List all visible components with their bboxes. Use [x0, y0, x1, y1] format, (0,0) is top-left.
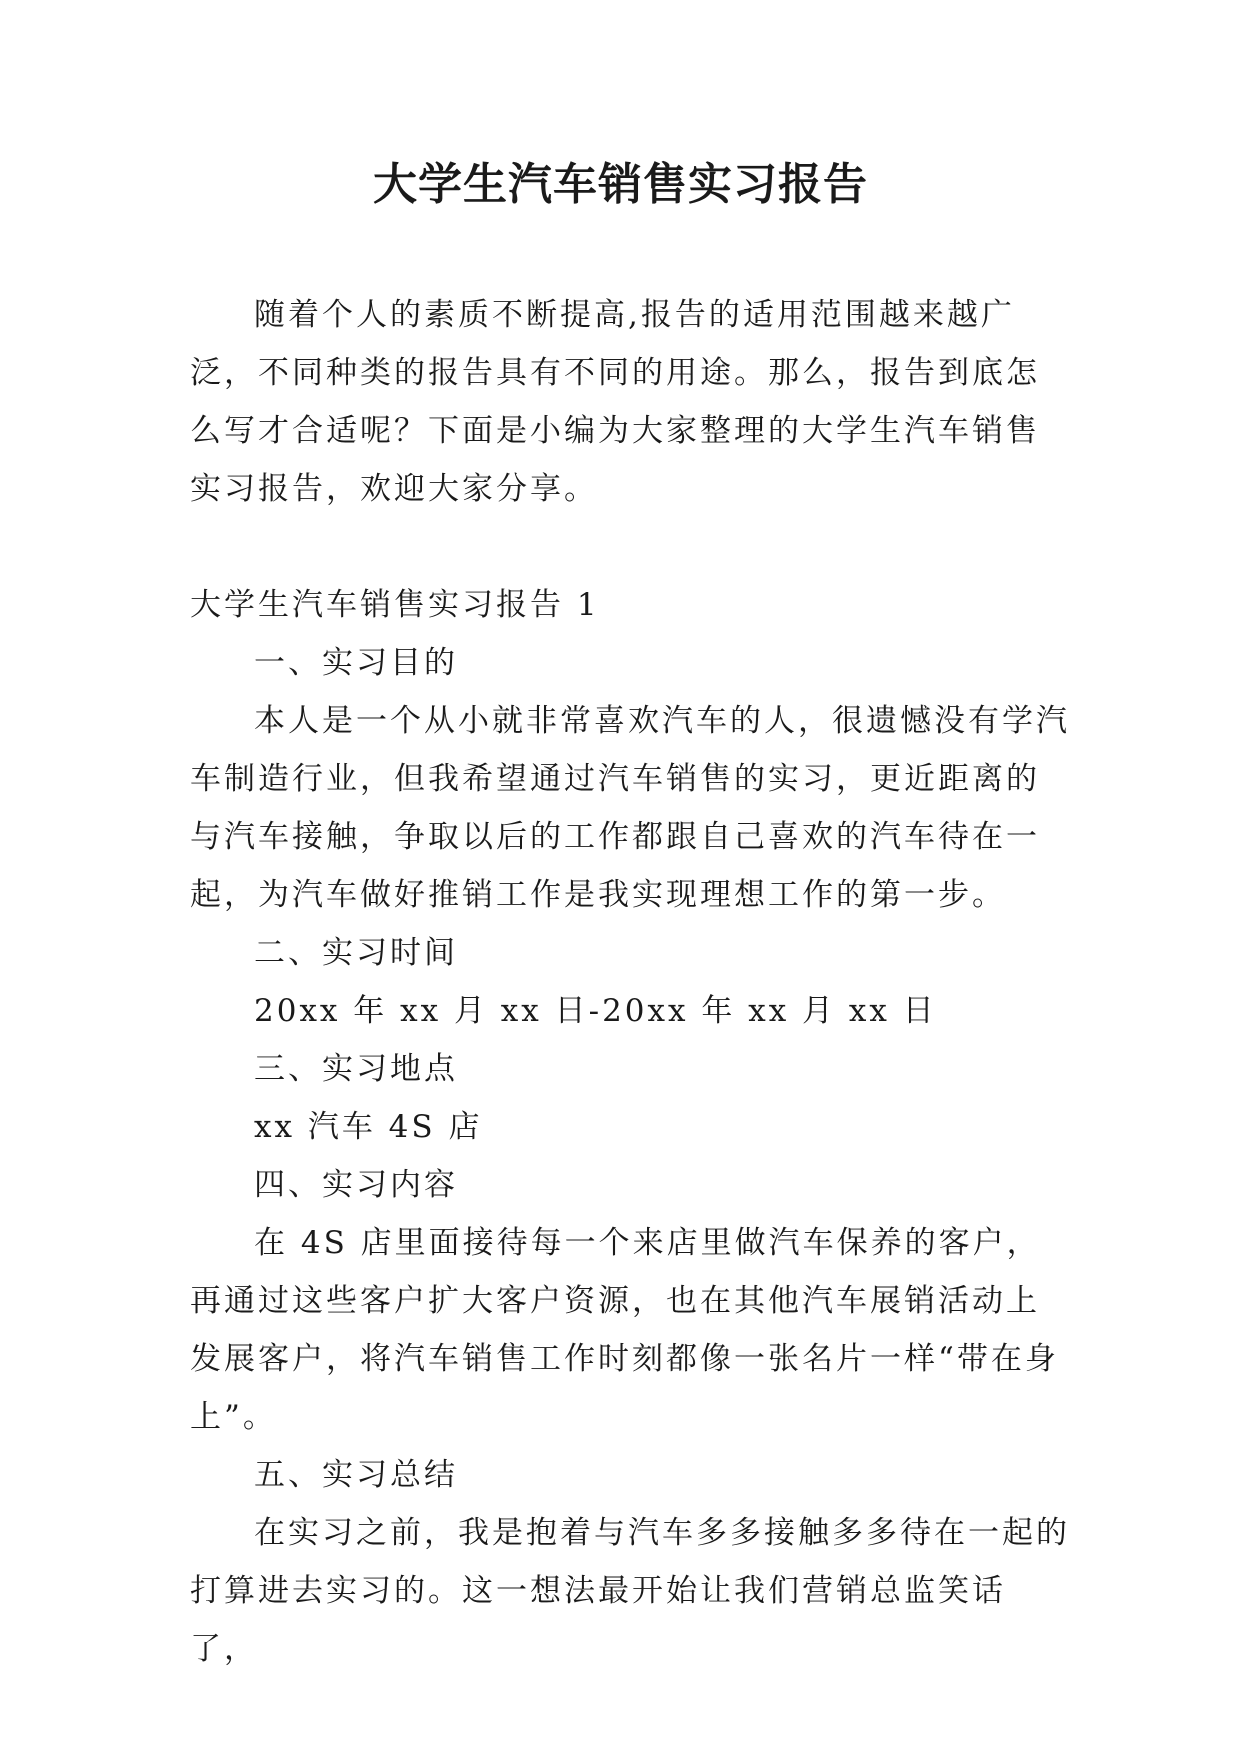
heading-summary: 五、实习总结	[254, 1457, 458, 1493]
section-title: 大学生汽车销售实习报告 1	[190, 587, 600, 623]
document-body	[190, 286, 1070, 1678]
heading-content: 四、实习内容	[254, 1167, 458, 1203]
heading-purpose: 一、实习目的	[254, 645, 458, 681]
paragraph-time: 20xx 年 xx 月 xx 日-20xx 年 xx 月 xx 日	[254, 993, 937, 1029]
paragraph-purpose: 本人是一个从小就非常喜欢汽车的人，很遗憾没有学汽车制造行业，但我希望通过汽车销售的实习，更近距离的与汽车接触，争取以后的工作都跟自己喜欢的汽车待在一起，为汽车做好推销工作是我实现理想工作的第一步。	[190, 703, 1070, 913]
intro-paragraph: 随着个人的素质不断提高,报告的适用范围越来越广泛，不同种类的报告具有不同的用途。那么，报告到底怎么写才合适呢？下面是小编为大家整理的大学生汽车销售实习报告，欢迎大家分享。	[190, 297, 1040, 507]
heading-time: 二、实习时间	[254, 935, 458, 971]
document-title: 大学生汽车销售实习报告	[373, 159, 868, 210]
paragraph-location: xx 汽车 4S 店	[254, 1109, 483, 1145]
paragraph-content: 在 4S 店里面接待每一个来店里做汽车保养的客户，再通过这些客户扩大客户资源，也在其他汽车展销活动上发展客户，将汽车销售工作时刻都像一张名片一样“带在身上”。	[190, 1225, 1059, 1435]
heading-location: 三、实习地点	[254, 1051, 458, 1087]
paragraph-summary: 在实习之前，我是抱着与汽车多多接触多多待在一起的打算进去实习的。这一想法最开始让我们营销总监笑话了，	[190, 1515, 1070, 1667]
